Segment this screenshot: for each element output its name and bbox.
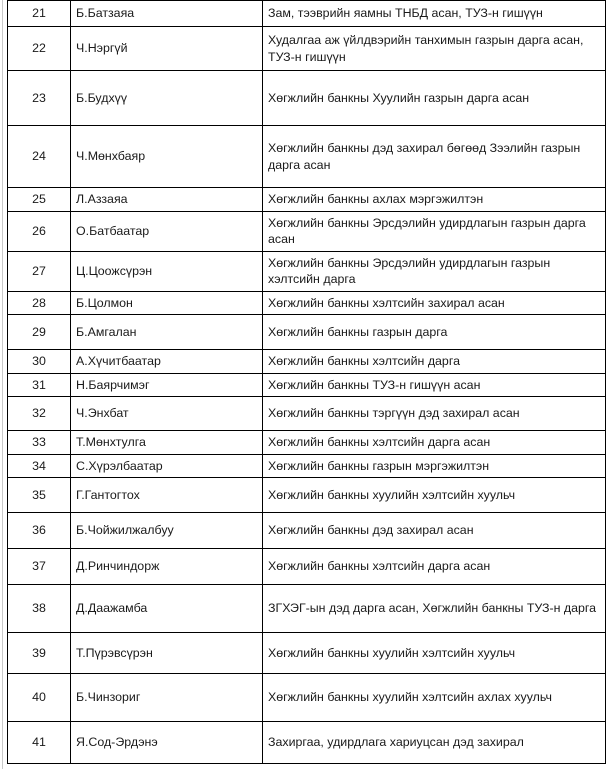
roster-table-container — [7, 0, 605, 764]
row-name-cell: А.Хүчитбаатар — [71, 350, 263, 374]
table-row — [8, 674, 606, 722]
row-name-cell: Б.Будхүү — [71, 71, 263, 126]
table-row — [8, 315, 606, 350]
row-name-cell: С.Хүрэлбаатар — [71, 454, 263, 478]
row-name-cell: Т.Пүрэвсүрэн — [71, 633, 263, 674]
table-row — [8, 350, 606, 374]
table-row — [8, 211, 606, 251]
table-row — [8, 633, 606, 674]
row-index-cell: 27 — [8, 251, 71, 291]
row-name-cell: Т.Мөнхтулга — [71, 431, 263, 455]
row-index-cell: 33 — [8, 431, 71, 455]
row-role-cell: Захиргаа, удирдлага хариуцсан дэд захирал — [263, 722, 606, 764]
row-index-cell: 36 — [8, 513, 71, 549]
row-name-cell: Б.Амгалан — [71, 315, 263, 350]
row-name-cell: Г.Гантогтох — [71, 478, 263, 513]
row-role-cell: Зам, тээврийн яамны ТНБД асан, ТУЗ-н гишүүн — [263, 1, 606, 27]
row-role-cell: Хөгжлийн банкны дэд захирал асан — [263, 513, 606, 549]
row-role-cell: Хөгжлийн банкны Хуулийн газрын дарга асан — [263, 71, 606, 126]
row-index-cell: 32 — [8, 397, 71, 431]
row-name-cell: Я.Сод-Эрдэнэ — [71, 722, 263, 764]
row-name-cell: Б.Чойжилжалбуу — [71, 513, 263, 549]
row-role-cell: Хөгжлийн банкны дэд захирал бөгөөд Зээлийн газрын дарга асан — [263, 126, 606, 188]
row-index-cell: 29 — [8, 315, 71, 350]
row-index-cell: 23 — [8, 71, 71, 126]
row-name-cell: Ч.Энхбат — [71, 397, 263, 431]
row-name-cell: О.Батбаатар — [71, 211, 263, 251]
row-name-cell: Б.Батзаяа — [71, 1, 263, 27]
row-role-cell: Хөгжлийн банкны тэргүүн дэд захирал асан — [263, 397, 606, 431]
row-index-cell: 22 — [8, 27, 71, 71]
row-role-cell: Хөгжлийн банкны Эрсдэлийн удирдлагын газрын дарга асан — [263, 211, 606, 251]
row-role-cell: Хөгжлийн банкны хэлтсийн дарга — [263, 350, 606, 374]
row-index-cell: 41 — [8, 722, 71, 764]
table-row — [8, 27, 606, 71]
row-name-cell: Д.Даажамба — [71, 585, 263, 633]
table-row — [8, 478, 606, 513]
row-index-cell: 39 — [8, 633, 71, 674]
row-role-cell: Хөгжлийн банкны хэлтсийн дарга асан — [263, 431, 606, 455]
table-row — [8, 585, 606, 633]
row-name-cell: Н.Баярчимэг — [71, 373, 263, 397]
row-name-cell: Ч.Мөнхбаяр — [71, 126, 263, 188]
row-role-cell: Хөгжлийн банкны Эрсдэлийн удирдлагын газрын хэлтсийн дарга — [263, 251, 606, 291]
table-row — [8, 549, 606, 585]
row-name-cell: Б.Чинзориг — [71, 674, 263, 722]
table-row — [8, 188, 606, 212]
row-role-cell: Хөгжлийн банкны хэлтсийн дарга асан — [263, 549, 606, 585]
row-name-cell: Ч.Нэргүй — [71, 27, 263, 71]
row-index-cell: 37 — [8, 549, 71, 585]
row-role-cell: Хөгжлийн банкны хуулийн хэлтсийн хуульч — [263, 478, 606, 513]
row-name-cell: Ц.Цоожсүрэн — [71, 251, 263, 291]
table-row — [8, 454, 606, 478]
row-index-cell: 26 — [8, 211, 71, 251]
row-role-cell: Хөгжлийн банкны ТУЗ-н гишүүн асан — [263, 373, 606, 397]
table-row — [8, 722, 606, 764]
row-role-cell: Хөгжлийн банкны газрын мэргэжилтэн — [263, 454, 606, 478]
table-row — [8, 397, 606, 431]
roster-table-body — [8, 1, 606, 764]
table-row — [8, 126, 606, 188]
table-row — [8, 373, 606, 397]
row-index-cell: 24 — [8, 126, 71, 188]
row-name-cell: Б.Цолмон — [71, 291, 263, 315]
table-row — [8, 71, 606, 126]
row-index-cell: 38 — [8, 585, 71, 633]
table-row — [8, 251, 606, 291]
page-edge-line — [2, 0, 3, 769]
row-index-cell: 25 — [8, 188, 71, 212]
row-index-cell: 28 — [8, 291, 71, 315]
row-index-cell: 35 — [8, 478, 71, 513]
row-index-cell: 40 — [8, 674, 71, 722]
row-index-cell: 31 — [8, 373, 71, 397]
table-row — [8, 291, 606, 315]
table-row — [8, 513, 606, 549]
row-role-cell: Хөгжлийн банкны хэлтсийн захирал асан — [263, 291, 606, 315]
row-index-cell: 21 — [8, 1, 71, 27]
row-role-cell: ЗГХЭГ-ын дэд дарга асан, Хөгжлийн банкны ТУЗ-н дарга — [263, 585, 606, 633]
row-index-cell: 34 — [8, 454, 71, 478]
row-role-cell: Хөгжлийн банкны ахлах мэргэжилтэн — [263, 188, 606, 212]
table-row — [8, 431, 606, 455]
table-row — [8, 1, 606, 27]
row-role-cell: Хөгжлийн банкны хуулийн хэлтсийн ахлах хуульч — [263, 674, 606, 722]
row-role-cell: Хөгжлийн банкны газрын дарга — [263, 315, 606, 350]
row-role-cell: Хөгжлийн банкны хуулийн хэлтсийн хуульч — [263, 633, 606, 674]
row-name-cell: Л.Аззаяа — [71, 188, 263, 212]
roster-table — [7, 0, 606, 764]
row-name-cell: Д.Ринчиндорж — [71, 549, 263, 585]
row-index-cell: 30 — [8, 350, 71, 374]
row-role-cell: Худалгаа аж үйлдвэрийн танхимын газрын дарга асан, ТУЗ-н гишүүн — [263, 27, 606, 71]
